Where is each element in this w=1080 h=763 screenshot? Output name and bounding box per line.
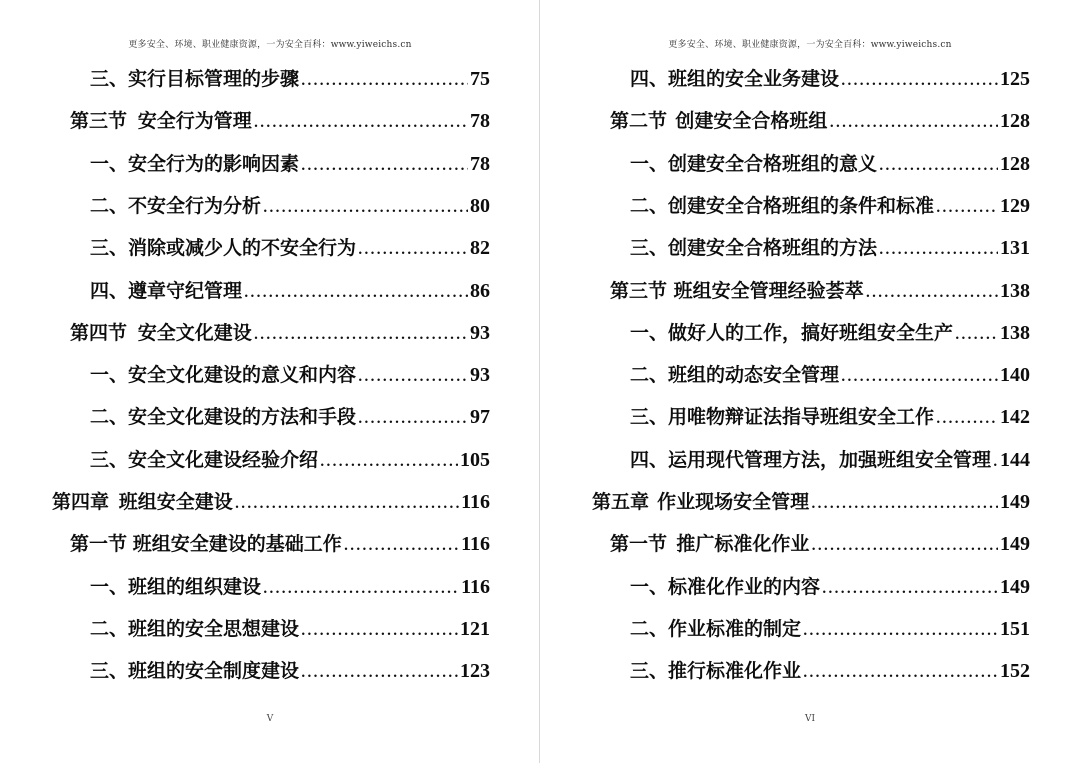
- right-page: [540, 0, 1080, 763]
- toc-entry[interactable]: [90, 650, 490, 692]
- toc-entry-title: 消除或减少人的不安全行为: [128, 237, 357, 260]
- toc-entry-title: 安全文化建设的意义和内容: [128, 364, 357, 387]
- dot-leader: [936, 188, 998, 230]
- dot-leader: [879, 230, 998, 272]
- dot-leader: [841, 357, 998, 399]
- toc-entry[interactable]: [630, 58, 1030, 100]
- toc-entry-title: 用唯物辩证法指导班组安全工作: [668, 406, 935, 429]
- toc-entry-title: 作业现场安全管理: [657, 491, 810, 513]
- toc-entry-title: 遵章守纪管理: [128, 279, 243, 302]
- toc-entry-title: 班组安全建设的基础工作: [132, 533, 342, 556]
- toc-entry-title: 做好人的工作，搞好班组安全生产: [668, 321, 954, 344]
- toc-entry-label: 三、: [90, 660, 129, 683]
- toc-entry-title: 不安全行为分析: [128, 194, 262, 217]
- toc-entry[interactable]: [630, 185, 1030, 227]
- dot-leader: [344, 526, 459, 568]
- toc-entry-page-number: 93: [470, 321, 490, 344]
- dot-leader: [301, 146, 468, 188]
- dot-leader: [244, 273, 468, 315]
- toc-entry-title: 创建安全合格班组的方法: [668, 237, 878, 260]
- toc-entry-title: 创建安全合格班组的意义: [668, 152, 878, 175]
- toc-entry-title: 班组安全管理经验荟萃: [673, 279, 864, 302]
- toc-entry-label: 一、: [630, 321, 669, 344]
- dot-leader: [811, 484, 998, 526]
- toc-entry-page-number: 144: [1000, 448, 1030, 471]
- toc-entry-label: 三、: [90, 237, 129, 260]
- toc-entry[interactable]: [70, 312, 490, 354]
- page-header: 更多安全、环境、职业健康资源，一为安全百科：www.yiweichs.cn: [128, 40, 412, 50]
- toc-entry[interactable]: [70, 100, 490, 142]
- toc-entry[interactable]: [630, 566, 1030, 608]
- toc-entry-label: 第五章: [592, 491, 650, 513]
- toc-entry[interactable]: [70, 523, 490, 565]
- dot-leader: [841, 61, 998, 103]
- toc-entry[interactable]: [52, 481, 490, 523]
- toc-entry-page-number: 151: [1000, 617, 1030, 640]
- toc-entry-page-number: 86: [470, 279, 490, 302]
- toc-entry[interactable]: [90, 227, 490, 269]
- toc-entry-page-number: 149: [1000, 533, 1030, 556]
- toc-entry-label: 第四章: [52, 491, 110, 513]
- toc-entry[interactable]: [90, 143, 490, 185]
- toc-entry-page-number: 149: [1000, 575, 1030, 598]
- dot-leader: [358, 399, 468, 441]
- toc-entry-page-number: 149: [1000, 491, 1030, 513]
- toc-entry-page-number: 105: [460, 448, 490, 471]
- toc-entry-label: 一、: [90, 575, 129, 598]
- toc-entry-label: 二、: [90, 617, 129, 640]
- dot-leader: [993, 442, 998, 484]
- toc-entry-page-number: 82: [470, 237, 490, 260]
- toc-entry-label: 三、: [630, 660, 669, 683]
- toc-entry-label: 第三节: [70, 110, 128, 133]
- toc-entry[interactable]: [592, 481, 1030, 523]
- toc-entry-title: 运用现代管理方法，加强班组安全管理: [668, 448, 992, 471]
- dot-leader: [263, 188, 468, 230]
- toc-entry-page-number: 116: [461, 575, 490, 598]
- toc-entry-page-number: 116: [461, 491, 490, 513]
- toc-entry-page-number: 97: [470, 406, 490, 429]
- toc-entry-page-number: 80: [470, 194, 490, 217]
- toc-entry-title: 作业标准的制定: [668, 617, 802, 640]
- toc-entry-page-number: 128: [1000, 110, 1030, 133]
- toc-entry-page-number: 152: [1000, 660, 1030, 683]
- dot-leader: [254, 103, 468, 145]
- toc-entry[interactable]: [90, 396, 490, 438]
- toc-entry-page-number: 116: [461, 533, 490, 556]
- toc-entry-label: 第二节: [610, 110, 668, 133]
- toc-entry-label: 第一节: [70, 533, 128, 556]
- toc-entry-title: 标准化作业的内容: [668, 575, 821, 598]
- dot-leader: [811, 526, 998, 568]
- toc-entry-label: 二、: [90, 406, 129, 429]
- dot-leader: [235, 484, 459, 526]
- dot-leader: [320, 442, 458, 484]
- toc-entry-title: 安全文化建设: [137, 321, 252, 344]
- toc-entry-title: 班组的安全思想建设: [128, 617, 300, 640]
- dot-leader: [301, 611, 458, 653]
- toc-entry-label: 第三节: [610, 279, 668, 302]
- toc-entry[interactable]: [90, 608, 490, 650]
- toc-entry-page-number: 125: [1000, 68, 1030, 90]
- toc-entry-title: 班组的安全业务建设: [668, 68, 840, 90]
- toc-entry[interactable]: [630, 143, 1030, 185]
- toc-entry-page-number: 138: [1000, 279, 1030, 302]
- toc-entry-page-number: 75: [470, 68, 490, 90]
- toc-entry-label: 二、: [630, 617, 669, 640]
- dot-leader: [358, 230, 468, 272]
- toc-entry-label: 三、: [90, 448, 129, 471]
- toc-entry[interactable]: [610, 270, 1030, 312]
- toc-entry-label: 一、: [630, 152, 669, 175]
- toc-entry-page-number: 138: [1000, 321, 1030, 344]
- toc-entry[interactable]: [610, 100, 1030, 142]
- toc-entry-title: 安全行为的影响因素: [128, 152, 300, 175]
- toc-entry-page-number: 93: [470, 364, 490, 387]
- page-number: V: [266, 714, 274, 724]
- toc-entry[interactable]: [90, 185, 490, 227]
- dot-leader: [822, 569, 998, 611]
- dot-leader: [301, 61, 468, 103]
- toc-entry[interactable]: [630, 354, 1030, 396]
- dot-leader: [879, 146, 998, 188]
- toc-entry[interactable]: [90, 58, 490, 100]
- toc-entry-page-number: 123: [460, 660, 490, 683]
- toc-entry[interactable]: [90, 439, 490, 481]
- toc-entry[interactable]: [90, 270, 490, 312]
- toc-entry[interactable]: [90, 354, 490, 396]
- dot-leader: [358, 357, 468, 399]
- toc-entry-label: 一、: [90, 152, 129, 175]
- dot-leader: [955, 315, 998, 357]
- toc-entry-label: 四、: [90, 279, 129, 302]
- toc-entry-title: 实行目标管理的步骤: [128, 68, 300, 90]
- toc-entry-label: 四、: [630, 68, 669, 90]
- dot-leader: [803, 653, 998, 695]
- dot-leader: [263, 569, 459, 611]
- toc-entry-title: 安全文化建设的方法和手段: [128, 406, 357, 429]
- toc-entry-label: 二、: [90, 194, 129, 217]
- page-number: VI: [804, 714, 816, 724]
- toc-entry[interactable]: [630, 650, 1030, 692]
- toc-entry-label: 二、: [630, 364, 669, 387]
- dot-leader: [254, 315, 468, 357]
- toc-entry-title: 创建安全合格班组的条件和标准: [668, 194, 935, 217]
- toc-entry-page-number: 129: [1000, 194, 1030, 217]
- toc-entry-label: 第一节: [610, 533, 668, 556]
- dot-leader: [803, 611, 998, 653]
- dot-leader: [936, 399, 998, 441]
- dot-leader: [829, 103, 998, 145]
- toc-entry-title: 班组的组织建设: [128, 575, 262, 598]
- toc-entry[interactable]: [610, 523, 1030, 565]
- toc-entry-title: 班组的动态安全管理: [668, 364, 840, 387]
- toc-entry-label: 一、: [630, 575, 669, 598]
- toc-entry[interactable]: [630, 439, 1030, 481]
- toc-entry-page-number: 131: [1000, 237, 1030, 260]
- toc-entry-page-number: 78: [470, 152, 490, 175]
- toc-entry[interactable]: [630, 608, 1030, 650]
- toc-entry-page-number: 128: [1000, 152, 1030, 175]
- toc-entry[interactable]: [630, 396, 1030, 438]
- toc-entry-title: 安全行为管理: [137, 110, 252, 133]
- toc-entry-page-number: 140: [1000, 364, 1030, 387]
- toc-entry-title: 安全文化建设经验介绍: [128, 448, 319, 471]
- toc-entry-label: 四、: [630, 448, 669, 471]
- toc-entry-label: 三、: [630, 237, 669, 260]
- toc-entry-title: 创建安全合格班组: [675, 110, 828, 133]
- toc-entry[interactable]: [630, 312, 1030, 354]
- toc-entry-page-number: 142: [1000, 406, 1030, 429]
- toc-entry-page-number: 121: [460, 617, 490, 640]
- toc-entry[interactable]: [630, 227, 1030, 269]
- toc-entry-title: 推广标准化作业: [676, 533, 810, 556]
- toc-entry[interactable]: [90, 566, 490, 608]
- toc-entry-label: 三、: [630, 406, 669, 429]
- toc-entry-label: 二、: [630, 194, 669, 217]
- toc-entry-label: 三、: [90, 68, 129, 90]
- toc-entry-title: 班组的安全制度建设: [128, 660, 300, 683]
- toc-entry-title: 推行标准化作业: [668, 660, 802, 683]
- dot-leader: [301, 653, 458, 695]
- toc-entry-title: 班组安全建设: [118, 491, 233, 513]
- toc-entry-page-number: 78: [470, 110, 490, 133]
- toc-entry-label: 一、: [90, 364, 129, 387]
- page-header: 更多安全、环境、职业健康资源，一为安全百科：www.yiweichs.cn: [668, 40, 952, 50]
- toc-entry-label: 第四节: [70, 321, 128, 344]
- dot-leader: [866, 273, 998, 315]
